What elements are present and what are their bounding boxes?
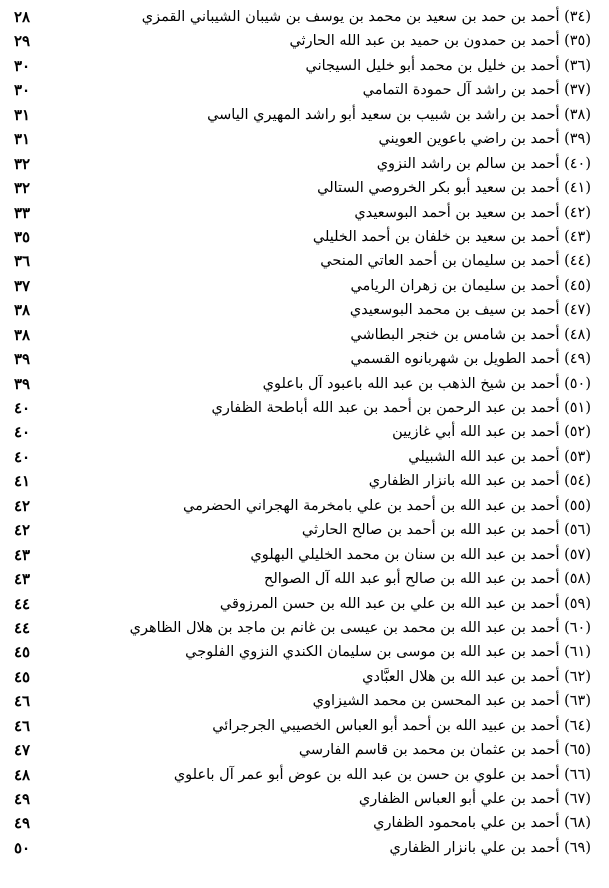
entry-title: (٥٧) أحمد بن عبد الله بن سنان بن محمد الخليلي البهلوي [250, 546, 591, 563]
toc-entry [0, 616, 609, 640]
toc-entry [0, 689, 609, 713]
toc-entry [0, 469, 609, 493]
entry-title: (٥٠) أحمد بن شيخ الذهب بن عبد الله باعبود آل باعلوي [262, 375, 591, 392]
page-number: ٣٠ [14, 81, 31, 100]
entry-title: (٤٥) أحمد بن سليمان بن زهران الريامي [350, 277, 591, 294]
toc-entry [0, 5, 609, 29]
toc-entry [0, 347, 609, 371]
page-number: ٤٥ [14, 667, 31, 686]
entry-title: (٥١) أحمد بن عبد الرحمن بن أحمد بن عبد الله أباطحة الظفاري [211, 400, 591, 416]
page-number: ٤٠ [14, 399, 31, 417]
entry-title: (٥٣) أحمد بن عبد الله الشبيلي [408, 448, 591, 465]
entry-title: (٣٦) أحمد بن خليل بن محمد أبو خليل السيجاني [305, 57, 591, 74]
entry-title: (٤٩) أحمد الطويل بن شهربانوه القسمي [350, 351, 591, 368]
page-number: ٤٠ [14, 423, 31, 442]
page-number: ٣٧ [14, 276, 31, 295]
page-number: ٣٩ [14, 374, 31, 393]
entry-title: (٦٢) أحمد بن عبد الله بن هلال العبَّادي [362, 668, 591, 685]
page-number: ٤٦ [14, 716, 31, 735]
page-number: ٢٩ [14, 32, 31, 51]
toc-entry [0, 78, 609, 102]
entry-title: (٦٠) أحمد بن عبد الله بن محمد بن عيسى بن غانم بن ماجد بن هلال الظاهري [129, 619, 591, 636]
entry-title: (٦٦) أحمد بن علوي بن حسن بن عبد الله بن عوض أبو عمر آل باعلوي [173, 766, 591, 783]
page-number: ٢٨ [14, 8, 31, 26]
entry-title: (٦٥) أحمد بن عثمان بن محمد بن قاسم الفارسي [298, 742, 591, 759]
toc-entry [0, 396, 609, 420]
page-number: ٣١ [14, 105, 31, 124]
toc-entry [0, 763, 609, 787]
entry-title: (٤٢) أحمد بن سعيد بن أحمد البوسعيدي [354, 204, 591, 221]
entry-title: (٥٥) أحمد بن عبد الله بن أحمد بن علي بامخرمة الهجراني الحضرمي [183, 497, 591, 514]
page-number: ٤٤ [14, 594, 31, 613]
toc-entry [0, 274, 609, 298]
entry-title: (٣٧) أحمد بن راشد آل حمودة التمامي [362, 82, 591, 99]
toc-entry [0, 714, 609, 738]
toc-entry [0, 103, 609, 127]
page-number: ٣٨ [14, 301, 31, 320]
toc-entry [0, 787, 609, 811]
toc-entry [0, 592, 609, 616]
entry-title: (٣٥) أحمد بن حمدون بن حميد بن عبد الله الحارثي [289, 33, 591, 50]
page-number: ٤٣ [14, 570, 31, 589]
entry-title: (٦٩) أحمد بن علي بانزار الظفاري [389, 839, 591, 856]
page-number: ٤٢ [14, 496, 31, 515]
toc-entry [0, 29, 609, 53]
toc-entry [0, 127, 609, 151]
page-number: ٣٣ [14, 203, 31, 222]
entry-title: (٦٤) أحمد بن عبيد الله بن أحمد أبو العباس الخصيبي الجرجرائي [212, 717, 591, 734]
page-number: ٤٩ [14, 814, 31, 833]
toc-entry [0, 225, 609, 249]
page-number: ٣١ [14, 130, 31, 149]
toc-entry [0, 518, 609, 542]
entry-title: (٤٨) أحمد بن شامس بن خنجر البطاشي [350, 326, 591, 343]
entry-title: (٦١) أحمد بن عبد الله بن موسى بن سليمان الكندي النزوي الفلوجي [185, 644, 591, 661]
entry-title: (٤٣) أحمد بن سعيد بن خلفان بن أحمد الخليلي [312, 228, 591, 245]
toc-entry [0, 249, 609, 273]
page-number: ٣٦ [14, 252, 31, 271]
toc-entry [0, 152, 609, 176]
toc-entry [0, 420, 609, 444]
toc-entry [0, 665, 609, 689]
page-number: ٤٣ [14, 545, 31, 564]
toc-entry [0, 445, 609, 469]
entry-title: (٣٤) أحمد بن حمد بن سعيد بن محمد بن يوسف بن شيبان الشيباني القمزي [141, 9, 591, 25]
page-number: ٤٤ [14, 618, 31, 637]
entry-title: (٤٠) أحمد بن سالم بن راشد النزوي [376, 155, 591, 172]
page-number: ٣٨ [14, 325, 31, 344]
toc-entry [0, 201, 609, 225]
page-number: ٤٧ [14, 741, 31, 760]
toc-entry [0, 494, 609, 518]
entry-title: (٣٨) أحمد بن راشد بن شبيب بن سعيد أبو راشد المهيري الياسي [207, 106, 591, 123]
entry-title: (٣٩) أحمد بن راضي باعوين العويني [378, 131, 591, 148]
entry-title: (٥٩) أحمد بن عبد الله بن علي بن عبد الله بن حسن المرزوقي [219, 595, 591, 612]
entry-title: (٦٧) أحمد بن علي أبو العباس الظفاري [358, 791, 591, 807]
entry-title: (٥٦) أحمد بن عبد الله بن أحمد بن صالح الحارثي [301, 522, 591, 539]
toc-entry [0, 54, 609, 78]
toc-entry [0, 738, 609, 762]
entry-title: (٥٤) أحمد بن عبد الله بانزار الظفاري [368, 473, 591, 490]
entry-title: (٤٤) أحمد بن سليمان بن أحمد العاتي المنحي [320, 253, 591, 270]
toc-entry [0, 298, 609, 322]
toc-entry [0, 323, 609, 347]
entry-title: (٤٧) أحمد بن سيف بن محمد البوسعيدي [349, 302, 591, 319]
page-number: ٣٢ [14, 154, 31, 173]
page-number: ٣٩ [14, 350, 31, 369]
page-number: ٤٨ [14, 765, 31, 784]
page-number: ٣٠ [14, 56, 31, 75]
toc-entry [0, 176, 609, 200]
entry-title: (٤١) أحمد بن سعيد أبو بكر الخروصي الستالي [317, 180, 591, 197]
toc-entry [0, 372, 609, 396]
page-number: ٤٩ [14, 790, 31, 808]
entry-title: (٥٢) أحمد بن عبد الله أبي غازيين [392, 424, 591, 441]
page-number: ٥٠ [14, 838, 31, 857]
toc-entry [0, 543, 609, 567]
toc-entry [0, 567, 609, 591]
page-number: ٤١ [14, 472, 31, 491]
toc-entry [0, 836, 609, 860]
toc-entry [0, 811, 609, 835]
entry-title: (٦٨) أحمد بن علي بامحمود الظفاري [373, 815, 591, 832]
page-number: ٣٥ [14, 227, 31, 246]
page-number: ٤٠ [14, 447, 31, 466]
entry-title: (٥٨) أحمد بن عبد الله بن صالح أبو عبد الله آل الصوالح [263, 571, 591, 588]
page-number: ٤٦ [14, 692, 31, 711]
table-of-contents [0, 5, 609, 860]
page-number: ٤٥ [14, 643, 31, 662]
entry-title: (٦٣) أحمد بن عبد المحسن بن محمد الشيزاوي [312, 693, 591, 710]
toc-entry [0, 640, 609, 664]
page-number: ٣٢ [14, 179, 31, 198]
page-number: ٤٢ [14, 521, 31, 540]
